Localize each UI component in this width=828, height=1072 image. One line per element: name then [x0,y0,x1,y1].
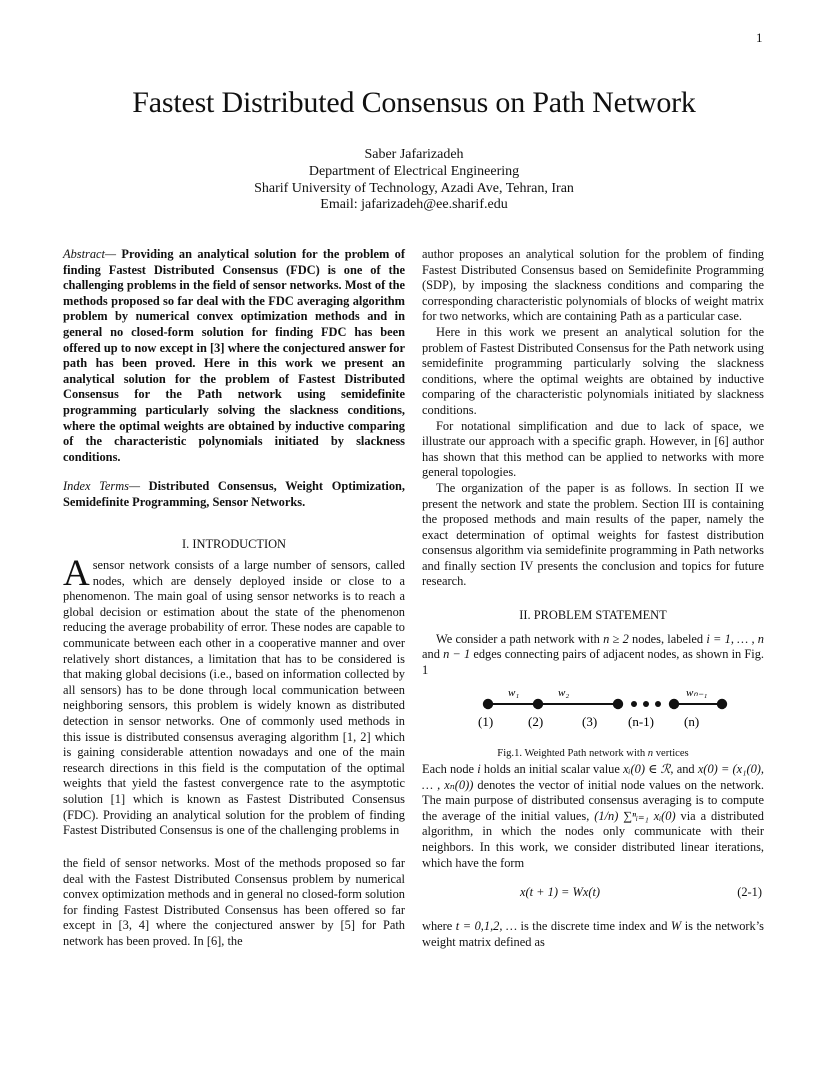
author-email: Email: jafarizadeh@ee.sharif.edu [320,197,508,213]
left-column-bottom [63,856,405,950]
page-number: 1 [756,30,763,45]
path-node [533,699,543,709]
right-column [422,247,764,950]
path-node [613,699,623,709]
node-label: (n-1) [628,714,654,730]
section-heading-intro: I. INTRODUCTION [182,536,286,551]
problem-paragraph-2: Each node i holds an initial scalar value xᵢ(0) ∈ ℛ, and x(0) = (x₁(0), … , xₙ(0)) denotes the vector of initial node values on the network. The main purpose of distributed consensus averaging is to compute the average of the initial values, (1/n) ∑ⁿᵢ₌₁ xᵢ(0) via a distributed algorithm, in which the nodes only communicate with their neighbors. In this work, we consider distributed linear iterations, which have the form [422,762,765,870]
paper-title: Fastest Distributed Consensus on Path Network [132,86,696,119]
ellipsis-dot [655,701,661,707]
intro-paragraph-3: For notational simplification and due to lack of space, we illustrate our approach with a specific graph. However, in [6] author has shown that this method can be applied to networks with more general topologies. [422,418,764,480]
left-column [63,247,405,839]
abstract-text: Providing an analytical solution for the problem of finding Fastest Distributed Consensus (FDC) is one of the challenging problems in the field of sensor networks. Most of the methods proposed so far deal with the FDC averaging algorithm problem by numerical convex optimization methods and in general no closed-form solution for finding FDC has been offered up to now except in [3] where the conjectured answer for path has been proved. Here in this work we present an analytical solution for the problem of Fastest Distributed Consensus for the Path network using semidefinite programming particularly solving the slackness conditions, where the optimal weights are obtained by inductive comparing of the characteristic polynomials initiated by slackness conditions. [63,247,405,464]
edge-weight-label: w₂ [558,687,570,700]
intro-paragraph-2: Here in this work we present an analytical solution for the problem of Fastest Distributed Consensus for the Path network using semidefinite programming particularly solving the slackness conditions, where the optimal weights are obtained by inductive comparing of the characteristic polynomials initiated by slackness conditions. [422,324,764,417]
author-name: Saber Jafarizadeh [364,147,464,162]
problem-paragraph-1: We consider a path network with n ≥ 2 nodes, labeled i = 1, … , n and n − 1 edges connecting pairs of adjacent nodes, as shown in Fig. 1 [422,631,764,677]
node-label: (n) [684,714,700,730]
abstract-lead: Abstract— [63,247,117,261]
equation-text: x(t + 1) = Wx(t) [520,885,601,900]
index-terms-lead: Index Terms— [63,479,141,494]
edge-weight-label: w₁ [508,687,520,700]
edge-weight-label: wₙ₋₁ [686,687,708,700]
equation-number: (2-1) [737,885,762,900]
node-label: (2) [528,714,544,730]
intro-paragraph-4: The organization of the paper is as follows. In section II we present the network and state the problem. Section III is containing the proposed methods and main results of the paper, namely the exact determination of optimal weights for fastest distribution consensus algorithm via semidefinite programming in Path networks and finally section IV presents the conclusion and topics for future research. [422,480,764,589]
author-affiliation: Sharif University of Technology, Azadi Ave, Tehran, Iran [254,180,574,196]
ellipsis-dot [631,701,637,707]
intro-paragraph-1-end: author proposes an analytical solution for the problem of finding Fastest Distributed Consensus based on Semidefinite Programming (SDP), by imposing the slackness conditions and comparing the corresponding characteristic polynomials of blocks of weight matrix for two networks, which are containing Path as a particular case. [422,247,764,324]
path-node [669,699,679,709]
intro-paragraph-1: Asensor network consists of a large number of sensors, called nodes, which are densely deployed inside or close to a phenomenon. The main goal of using sensor networks is to reach a global decision or estimation about the state of the phenomenon reducing the average probability of error. These nodes are capable to communicate between each other in a cooperative manner and over relatively short distances, a limitation that has to be considered is that making global decisions (i.e., based on information collected by all sensors) has to be done through local communication between neighboring sensors, this problem is widely known as distributed detection in sensor networks. One of commonly used methods in this issue is distributed consensus averaging algorithm [1, 2] which is gaining considerable attention nowadays and one of the main research directions in this field is the computation of the optimal weights that yield the fastest convergence rate to the asymptotic solution [1] which is known as Fastest Distributed Consensus (FDC). Providing an analytical solution for the problem of finding Fastest Distributed Consensus is one of the challenging problems in [63,553,405,838]
index-terms [63,479,405,510]
index-terms-text: Distributed Consensus, Weight Optimization, Semidefinite Programming, Sensor Networks. [63,479,406,509]
author-block [0,147,828,214]
problem-paragraph-3: where t = 0,1,2, … is the discrete time index and W is the network’s weight matrix defined as [422,919,764,949]
ellipsis-dot [643,701,649,707]
drop-cap: A [63,553,90,595]
author-department: Department of Electrical Engineering [308,163,520,179]
abstract [63,247,405,465]
path-node [483,699,493,709]
intro-paragraph-1-continued: the field of sensor networks. Most of the methods proposed so far deal with the Fastest Distributed Consensus problem by numerical convex optimization methods and in general no closed-form solution for finding Fastest Distributed Consensus has been offered so far except in [3, 4] where the conjectured answer by [5] for Path network has been proved. In [6], the [63,856,405,948]
node-label: (3) [582,714,598,730]
path-node [717,699,727,709]
node-label: (1) [478,714,494,730]
figure-caption: Fig.1. Weighted Path network with n vertices [497,748,689,760]
figure-path-network [422,682,764,746]
equation-2-1 [422,885,764,905]
section-heading-problem: II. PROBLEM STATEMENT [519,608,667,623]
path-network-diagram [422,682,764,746]
